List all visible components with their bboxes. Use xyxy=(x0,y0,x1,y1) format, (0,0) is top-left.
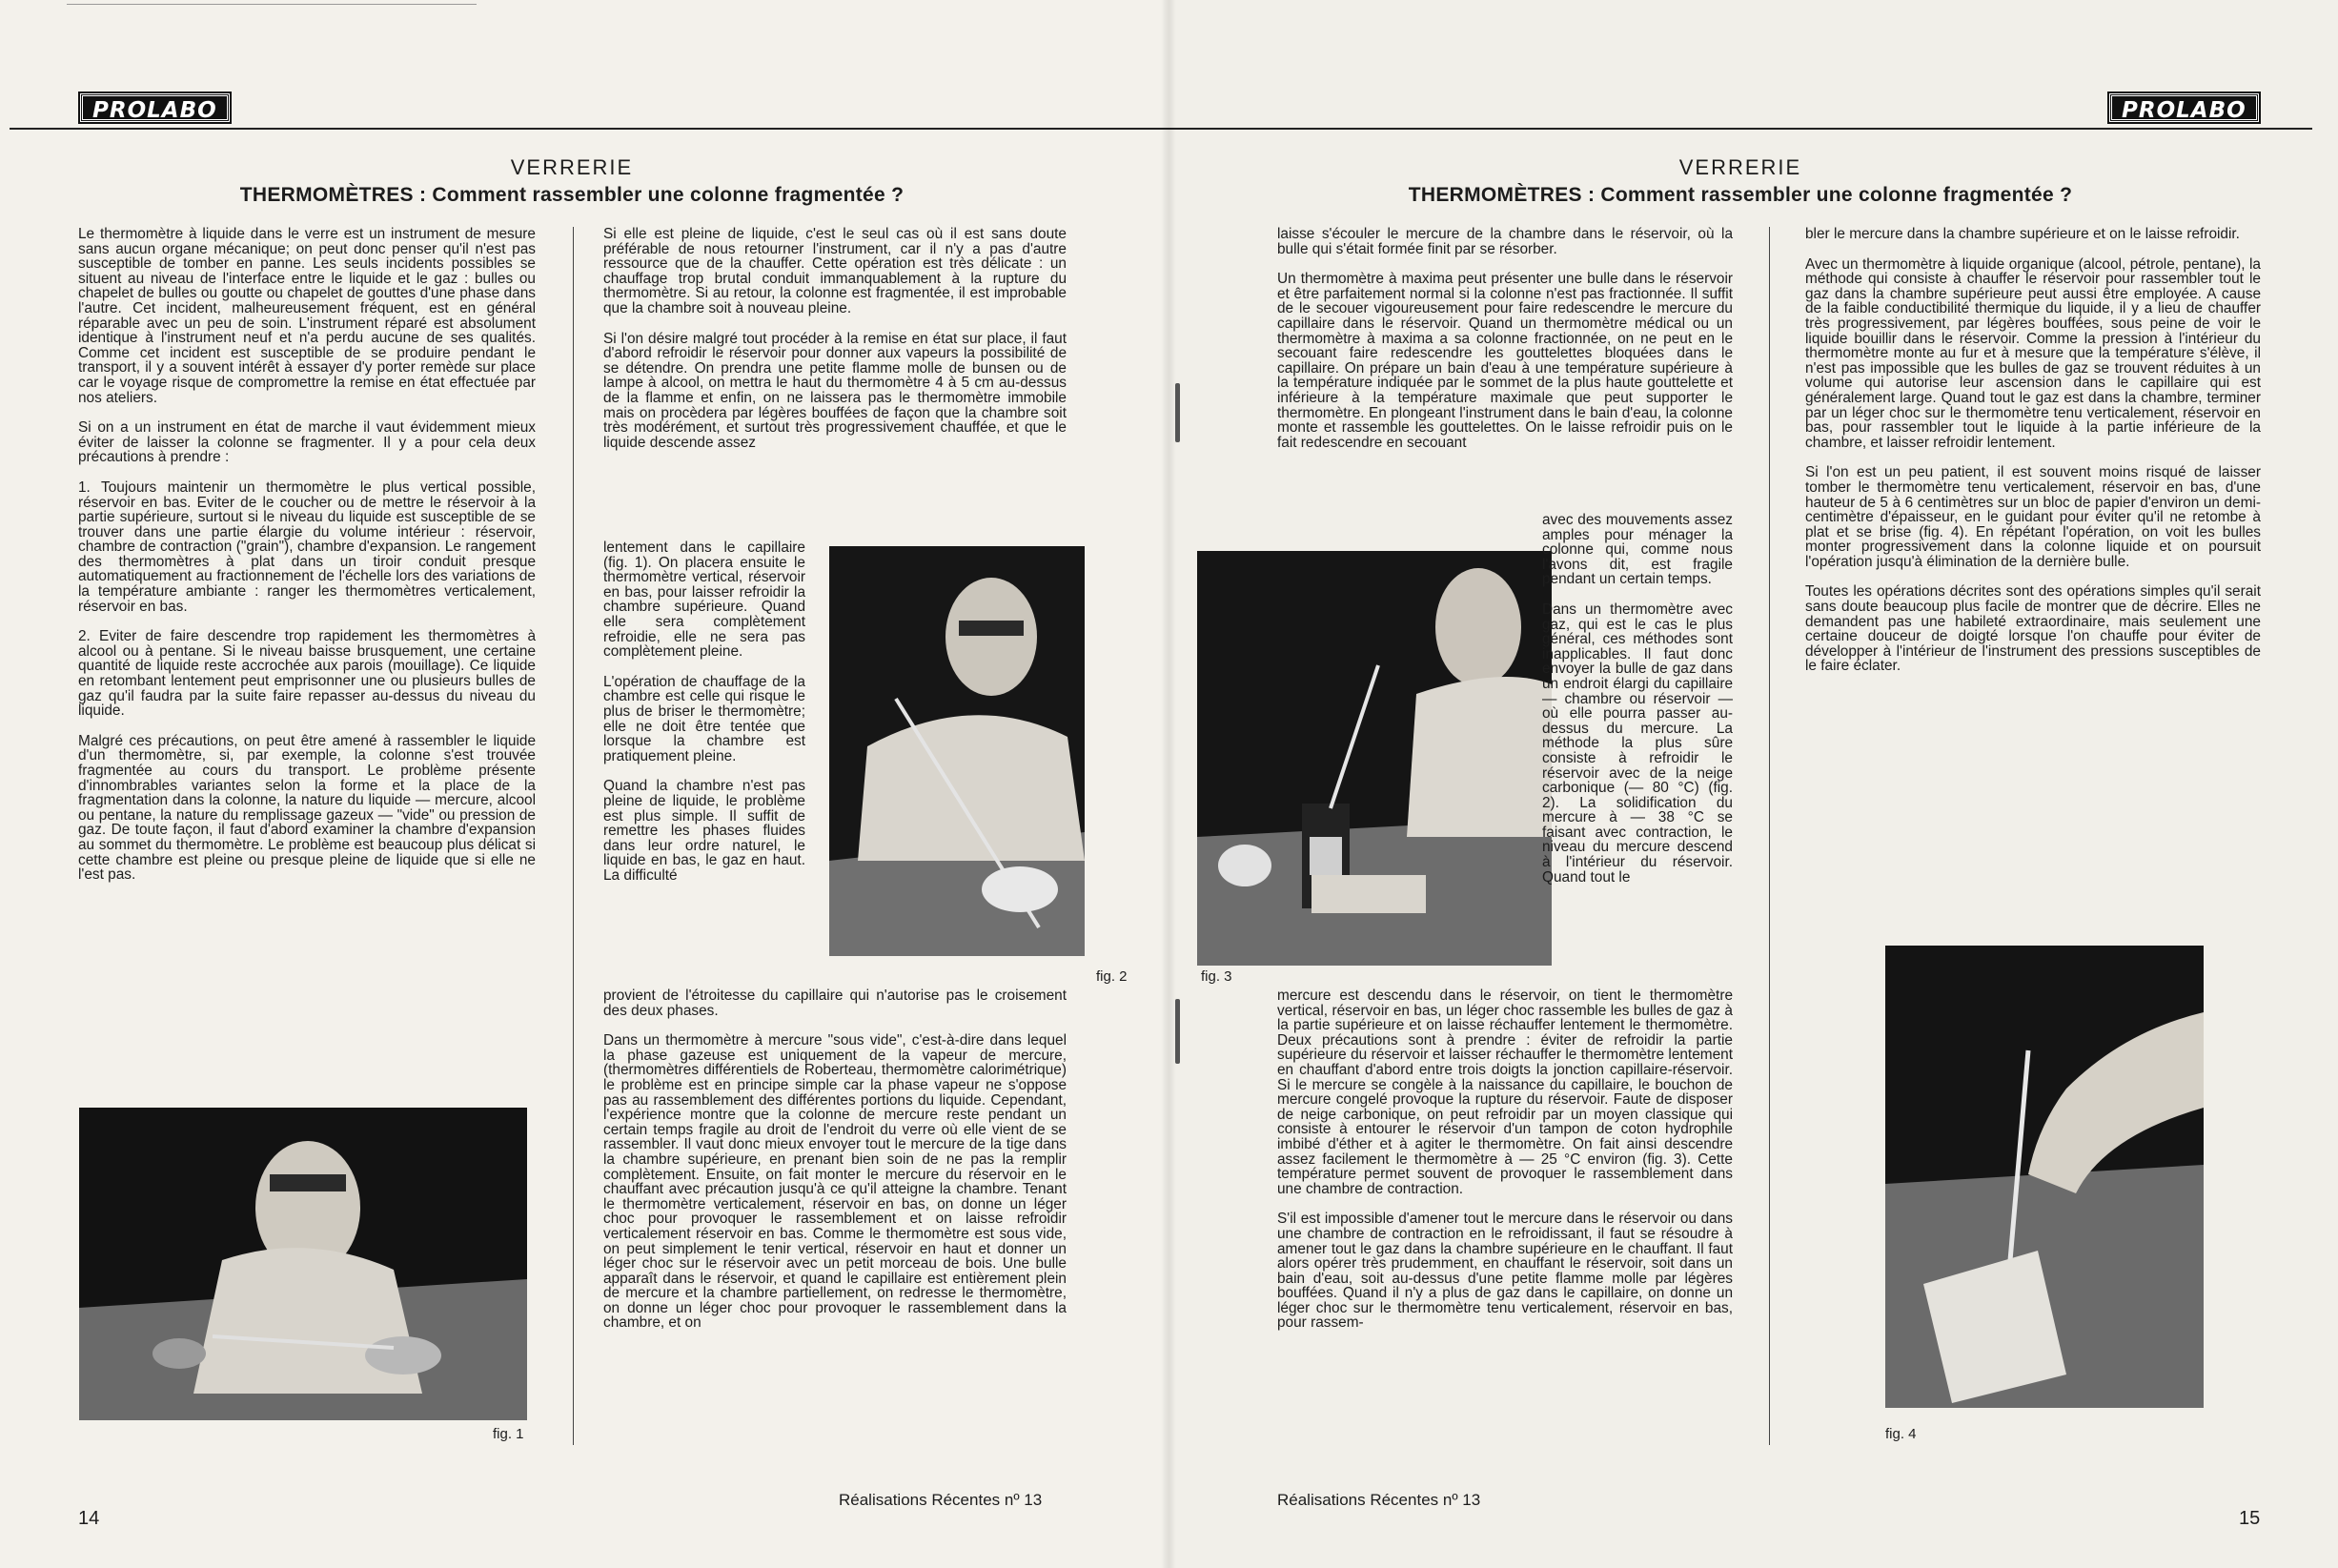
paragraph: Dans un thermomètre avec gaz, qui est le cas le plus général, ces méthodes sont inapplicables. Il faut donc envoyer la bulle de gaz dans un endroit élargi du capillaire — chambre ou réservoir — où elle pourra passer au-dessus du mercure. La méthode la plus sûre consiste à refroidir le réservoir avec de la neige carbonique (— 80 °C) (fig. 2). La solidification du mercure à — 38 °C se faisant avec contraction, le niveau du mercure descend à l'intérieur du réservoir. Quand tout le xyxy=(1542,601,1733,886)
text-column-1-narrow xyxy=(1542,513,1733,885)
text-column-1-bottom xyxy=(1277,988,1733,1331)
page-number: 14 xyxy=(78,1508,100,1529)
paragraph: Dans un thermomètre à mercure "sous vide", c'est-à-dire dans lequel la phase gazeuse est uniquement de la vapeur de mercure, (thermomètres différentiels de Roberteau, thermomètre calorimétrique) le problème est en principe simple car la phase vapeur ne s'oppose pas au rassemblement des différentes portions du liquide. Cependant, l'expérience montre que la colonne de mercure reste pendant un certain temps fragile au droit de l'endroit du verre où elle vient de se rassembler. Il vaut donc mieux envoyer tout le mercure de la tige dans la chambre supérieure, en prenant bien soin de ne pas la remplir complètement. Ensuite, on fait monter le mercure du réservoir en le chauffant avec précaution jusqu'à ce qu'il atteigne la chambre. Tenant le thermomètre verticalement, réservoir en bas, on donne un léger choc pour provoquer le rassemblement et on laisse refroidir verticalement réservoir en bas. Comme le thermomètre est sous vide, on peut simplement le tenir vertical, réservoir en haut et donner un léger choc sur le réservoir avec un petit morceau de bois. Une bulle apparaît dans le réservoir, et quand le capillaire est entièrement plein de mercure et la chambre partiellement, on redresse le thermomètre, on donne un léger choc pour provoquer le rassemblement dans la chambre, et on xyxy=(603,1032,1067,1332)
photo-fig-2 xyxy=(829,546,1085,956)
caption-fig-1: fig. 1 xyxy=(493,1426,524,1442)
page-heading xyxy=(1302,155,2179,207)
photo-fig-1 xyxy=(79,1108,527,1420)
photo-fig-3 xyxy=(1197,551,1552,966)
paragraph: lentement dans le capillaire (fig. 1). On placera ensuite le thermomètre vertical, réservoir en bas, pour laisser refroidir la chambre supérieure. Quand elle sera complètement refroidie, elle ne sera pas complètement pleine. xyxy=(603,540,805,661)
text-column-2 xyxy=(1805,227,2261,689)
paragraph: Si on a un instrument en état de marche il vaut évidemment mieux éviter de laisser la colonne se fragmenter. Il y a pour cela deux précautions à prendre : xyxy=(78,419,536,466)
top-rule xyxy=(67,4,477,5)
paragraph: Si elle est pleine de liquide, c'est le seul cas où il est sans doute préférable de nous retourner l'instrument, car il n'y a pas d'autre ressource que de la chauffer. Cette opération est très délicate : un chauffage trop brutal conduit immanquablement à la rupture du thermomètre. Si au retour, la colonne est fragmentée, il est improbable que la chambre soit à nouveau pleine. xyxy=(603,226,1067,316)
page-number: 15 xyxy=(2239,1508,2261,1529)
photo-fig-4 xyxy=(1885,946,2204,1408)
staple xyxy=(1175,999,1180,1064)
paragraph: 1. Toujours maintenir un thermomètre le plus vertical possible, réservoir en bas. Eviter de le coucher ou de mettre le réservoir à la partie supérieure, surtout si le niveau du liquide est susceptible de se trouver dans une partie élargie du volume intérieur : réservoir, chambre de contraction ("grain"), chambre d'expansion. Le rangement des thermomètres à plat dans un tiroir conduit presque automatiquement au fractionnement de l'échelle lors des variations de la température ambiante : ranger les thermomètres verticalement, réservoir en bas. xyxy=(78,479,536,615)
page-heading xyxy=(133,155,1010,207)
paragraph: Si l'on est un peu patient, il est souvent moins risqué de laisser tomber le thermomètre tenu verticalement, réservoir en bas, d'une hauteur de 5 à 6 centimètres sur un bloc de papier d'environ un demi-centimètre d'épaisseur, en le guidant pour éviter qu'il ne retombe à plat et se brise (fig. 4). En répétant l'opération, on voit les bulles monter progressivement dans la colonne liquide et on poursuit l'opération jusqu'à élimination de la dernière bulle. xyxy=(1805,464,2261,570)
caption-fig-3: fig. 3 xyxy=(1201,968,1232,985)
text-column-1-top xyxy=(1277,227,1733,450)
caption-fig-2: fig. 2 xyxy=(1096,968,1128,985)
section-title: VERRERIE xyxy=(510,155,634,179)
column-divider xyxy=(573,227,574,1445)
text-column-1 xyxy=(78,227,536,898)
article-title: THERMOMÈTRES : Comment rassembler une colonne fragmentée ? xyxy=(1408,184,2073,206)
paragraph: Malgré ces précautions, on peut être amené à rassembler le liquide d'un thermomètre, si, par exemple, la colonne s'est trouvée fragmentée au cours du transport. Le problème présente d'innombrables variantes selon la forme et la place de la fragmentation dans la colonne, la nature du liquide — mercure, alcool ou pentane, la nature du remplissage gazeux — "vide" ou pression de gaz. De toute façon, il faut d'abord examiner la chambre d'expansion au sommet du thermomètre. Le problème est beaucoup plus délicat si cette chambre est pleine ou presque pleine de liquide que si elle ne l'est pas. xyxy=(78,732,536,884)
paragraph: Toutes les opérations décrites sont des opérations simples qu'il serait sans doute beaucoup plus facile de montrer que de décrire. Elles ne demandent pas une habileté extraordinaire, mais seulement une certaine douceur de doigté lorsque l'on chauffe pour éviter de développer à l'intérieur de l'instrument des pressions susceptibles de le faire éclater. xyxy=(1805,583,2261,675)
page-right xyxy=(1169,0,2338,1568)
photo-illustration xyxy=(1885,946,2204,1408)
staple xyxy=(1175,383,1180,442)
section-title: VERRERIE xyxy=(1678,155,1802,179)
photo-illustration xyxy=(79,1108,527,1420)
paragraph: Si l'on désire malgré tout procéder à la remise en état sur place, il faut d'abord refroidir le réservoir pour donner aux vapeurs la possibilité de se détendre. On prendra une petite flamme molle de bunsen ou de lampe à alcool, on mettra le haut du thermomètre 4 à 5 cm au-dessus de la flamme et enfin, on ne laissera pas le thermomètre immobile mais on procèdera par légères bouffées de façon que la chambre soit très modérément, et surtout très progressivement chauffée, et que le liquide descende assez xyxy=(603,330,1067,451)
photo-illustration xyxy=(829,546,1085,956)
paragraph: provient de l'étroitesse du capillaire qui n'autorise pas le croisement des deux phases. xyxy=(603,988,1067,1019)
header-rule xyxy=(1169,128,2312,130)
column-divider xyxy=(1769,227,1770,1445)
text-column-2-top xyxy=(603,227,1067,450)
header-rule xyxy=(10,128,1169,130)
brand-logo: PROLABO xyxy=(2109,93,2259,122)
article-title: THERMOMÈTRES : Comment rassembler une colonne fragmentée ? xyxy=(239,184,905,206)
paragraph: S'il est impossible d'amener tout le mercure dans le réservoir ou dans une chambre de contraction en le refroidissant, il faut se résoudre à amener tout le gaz dans la chambre supérieure en le chauffant. Il faut alors opérer très prudemment, en chauffant le réservoir, soit dans un bain d'eau, soit au-dessus d'une petite flamme molle par légères bouffées. Quand il n'y a plus de gaz dans le capillaire, on donne un léger choc sur le thermomètre tenu verticalement, réservoir en bas, pour rassem- xyxy=(1277,1211,1733,1332)
paragraph: mercure est descendu dans le réservoir, on tient le thermomètre vertical, réservoir en bas, un léger choc rassemble les bulles de gaz à la partie supérieure et on laisse réchauffer lentement le thermomètre. Deux précautions sont à prendre : éviter de refroidir la partie supérieure du réservoir et laisser réchauffer le thermomètre lentement en chauffant d'abord entre trois doigts la jonction capillaire-réservoir. Si le mercure se congèle à la naissance du capillaire, le bouchon de mercure congelé provoque la rupture du réservoir. Faute de disposer de neige carbonique, on peut refroidir par un moyen classique qui consiste à entourer le réservoir d'un tampon de coton hydrophile imbibé d'éther et à agiter le thermomètre. On fait ainsi descendre assez facilement le thermomètre à — 25 °C environ (fig. 3). Cette température permet souvent de provoquer le rassemblement dans une chambre de contraction. xyxy=(1277,988,1733,1197)
paragraph: Un thermomètre à maxima peut présenter une bulle dans le réservoir et être parfaitement normal si la colonne n'est pas fractionnée. Il suffit de le secouer vigoureusement pour faire redescendre le mercure du capillaire dans le réservoir. Quand un thermomètre médical ou un thermomètre à maxima a sa colonne fractionnée, on ne peut en le secouant faire redescendre les gouttelettes bloquées dans le capillaire. On prépare un bain d'eau à une température supérieure à la température indiquée par le sommet de la plus haute gouttelette et inférieure à la température maximale que peut supporter le thermomètre. En plongeant l'instrument dans le bain d'eau, la colonne monte et rassemble les gouttelettes. On le laisse refroidir puis on le fait redescendre en secouant xyxy=(1277,271,1733,451)
paragraph: laisse s'écouler le mercure de la chambre dans le réservoir, où la bulle qui s'était formée finit par se résorber. xyxy=(1277,226,1733,257)
paragraph: Avec un thermomètre à liquide organique (alcool, pétrole, pentane), la méthode qui consiste à chauffer le réservoir pour rassembler tout le gaz dans la chambre supérieure peut aussi être employée. A cause de la faible conductibilité thermique du liquide, il y a lieu de chauffer très progressivement, par légères bouffées, sous peine de voir le liquide bouillir dans le réservoir. Comme la pression à l'intérieur du thermomètre monte au fur et à mesure que la température s'élève, il n'est pas impossible que les bulles de gaz se trouvent réduites à un volume qui autorise leur ascension dans le capillaire qui est généralement large. Quand tout le gaz est dans la chambre, terminer par un léger choc sur le thermomètre tenu verticalement, réservoir en bas, pour rassembler tout le liquide à la partie inférieure de la chambre, et laisser refroidir lentement. xyxy=(1805,255,2261,451)
footer-issue: Réalisations Récentes nº 13 xyxy=(1277,1491,1481,1509)
paragraph: 2. Eviter de faire descendre trop rapidement les thermomètres à alcool ou à pentane. Si le niveau baisse brusquement, une certaine quantité de liquide reste accrochée aux parois (mouillage). Ce liquide en retombant lentement peut emprisonner une ou plusieurs bulles de gaz qu'il faudra par la suite faire repasser au-dessus du niveau du liquide. xyxy=(78,628,536,720)
photo-illustration xyxy=(1197,551,1552,966)
paragraph: bler le mercure dans la chambre supérieure et on le laisse refroidir. xyxy=(1805,226,2240,242)
footer-issue: Réalisations Récentes nº 13 xyxy=(839,1491,1043,1509)
caption-fig-4: fig. 4 xyxy=(1885,1426,1917,1442)
paragraph: L'opération de chauffage de la chambre est celle qui risque le plus de briser le thermomètre; elle ne doit être tentée que lorsque la chambre est pratiquement pleine. xyxy=(603,673,805,764)
text-column-2-narrow xyxy=(603,540,805,883)
paragraph: avec des mouvements assez amples pour ménager la colonne qui, comme nous l'avons dit, est fragile pendant un certain temps. xyxy=(1542,512,1733,588)
paragraph: Le thermomètre à liquide dans le verre est un instrument de mesure sans aucun organe mécanique; on peut donc penser qu'il n'est pas susceptible de tomber en panne. Les seuls incidents possibles se situent au niveau de l'interface entre le liquide et le gaz : bulles ou chapelet de bulles ou goutte ou chapelet de gouttes d'une phase dans l'autre. Cet incident, malheureusement fréquent, est en général réparable avec un peu de soin. L'instrument réparé est absolument identique à l'instrument neuf et n'a perdu aucune de ses qualités. Comme cet incident est susceptible de se produire pendant le transport, il y a souvent intérêt à essayer d'y porter remède sur place car le voyage risque de compromettre la remise en état effectuée par nos ateliers. xyxy=(78,226,536,406)
brand-logo: PROLABO xyxy=(80,93,230,122)
gutter-shadow xyxy=(1161,0,1176,1568)
text-column-2-bottom xyxy=(603,988,1067,1331)
paragraph: Quand la chambre n'est pas pleine de liquide, le problème est plus simple. Il suffit de remettre les phases fluides dans leur ordre naturel, le liquide en bas, le gaz en haut. La difficulté xyxy=(603,778,805,884)
